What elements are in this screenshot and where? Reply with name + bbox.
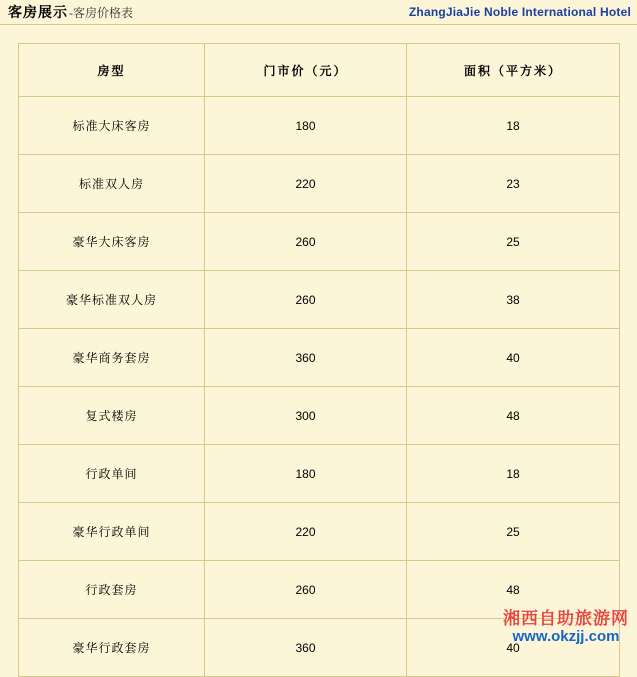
table-header <box>19 44 620 97</box>
cell-area: 40 <box>407 619 620 677</box>
table-row <box>19 213 620 271</box>
watermark-site-url: www.okzjj.com <box>512 628 620 646</box>
table-row <box>19 155 620 213</box>
table-row <box>19 271 620 329</box>
page-header <box>0 0 637 25</box>
room-price-table <box>18 43 620 677</box>
cell-room-type: 豪华标准双人房 <box>19 271 205 329</box>
table-body <box>19 97 620 677</box>
cell-price: 180 <box>205 97 407 155</box>
cell-price: 180 <box>205 445 407 503</box>
table-container <box>0 25 637 677</box>
table-row <box>19 561 620 619</box>
cell-area: 25 <box>407 503 620 561</box>
cell-area: 18 <box>407 445 620 503</box>
cell-room-type: 行政单间 <box>19 445 205 503</box>
table-row <box>19 387 620 445</box>
column-header-area: 面积（平方米） <box>407 44 620 97</box>
table-row <box>19 445 620 503</box>
cell-price: 220 <box>205 503 407 561</box>
cell-area: 25 <box>407 213 620 271</box>
cell-room-type: 豪华行政套房 <box>19 619 205 677</box>
cell-price: 360 <box>205 329 407 387</box>
column-header-room-type: 房型 <box>19 44 205 97</box>
hotel-name-en: ZhangJiaJie Noble International Hotel <box>408 5 631 19</box>
table-row <box>19 503 620 561</box>
cell-area: 38 <box>407 271 620 329</box>
cell-price: 300 <box>205 387 407 445</box>
cell-room-type: 标准大床客房 <box>19 97 205 155</box>
cell-price: 260 <box>205 271 407 329</box>
cell-room-type: 豪华行政单间 <box>19 503 205 561</box>
cell-area: 23 <box>407 155 620 213</box>
cell-area: 18 <box>407 97 620 155</box>
cell-room-type: 豪华商务套房 <box>19 329 205 387</box>
cell-price: 220 <box>205 155 407 213</box>
watermark-site-name: 湘西自助旅游网 <box>503 609 629 629</box>
cell-area: 48 <box>407 561 620 619</box>
cell-price: 260 <box>205 561 407 619</box>
cell-price: 360 <box>205 619 407 677</box>
cell-room-type: 行政套房 <box>19 561 205 619</box>
page-subtitle: -客房价格表 <box>69 6 133 20</box>
header-left <box>8 2 133 22</box>
cell-room-type: 豪华大床客房 <box>19 213 205 271</box>
table-row <box>19 329 620 387</box>
cell-room-type: 复式楼房 <box>19 387 205 445</box>
cell-area: 40 <box>407 329 620 387</box>
table-header-row <box>19 44 620 97</box>
page-title: 客房展示 <box>8 4 68 20</box>
table-row <box>19 619 620 677</box>
cell-area: 48 <box>407 387 620 445</box>
cell-room-type: 标准双人房 <box>19 155 205 213</box>
table-row <box>19 97 620 155</box>
cell-price: 260 <box>205 213 407 271</box>
column-header-price: 门市价（元） <box>205 44 407 97</box>
